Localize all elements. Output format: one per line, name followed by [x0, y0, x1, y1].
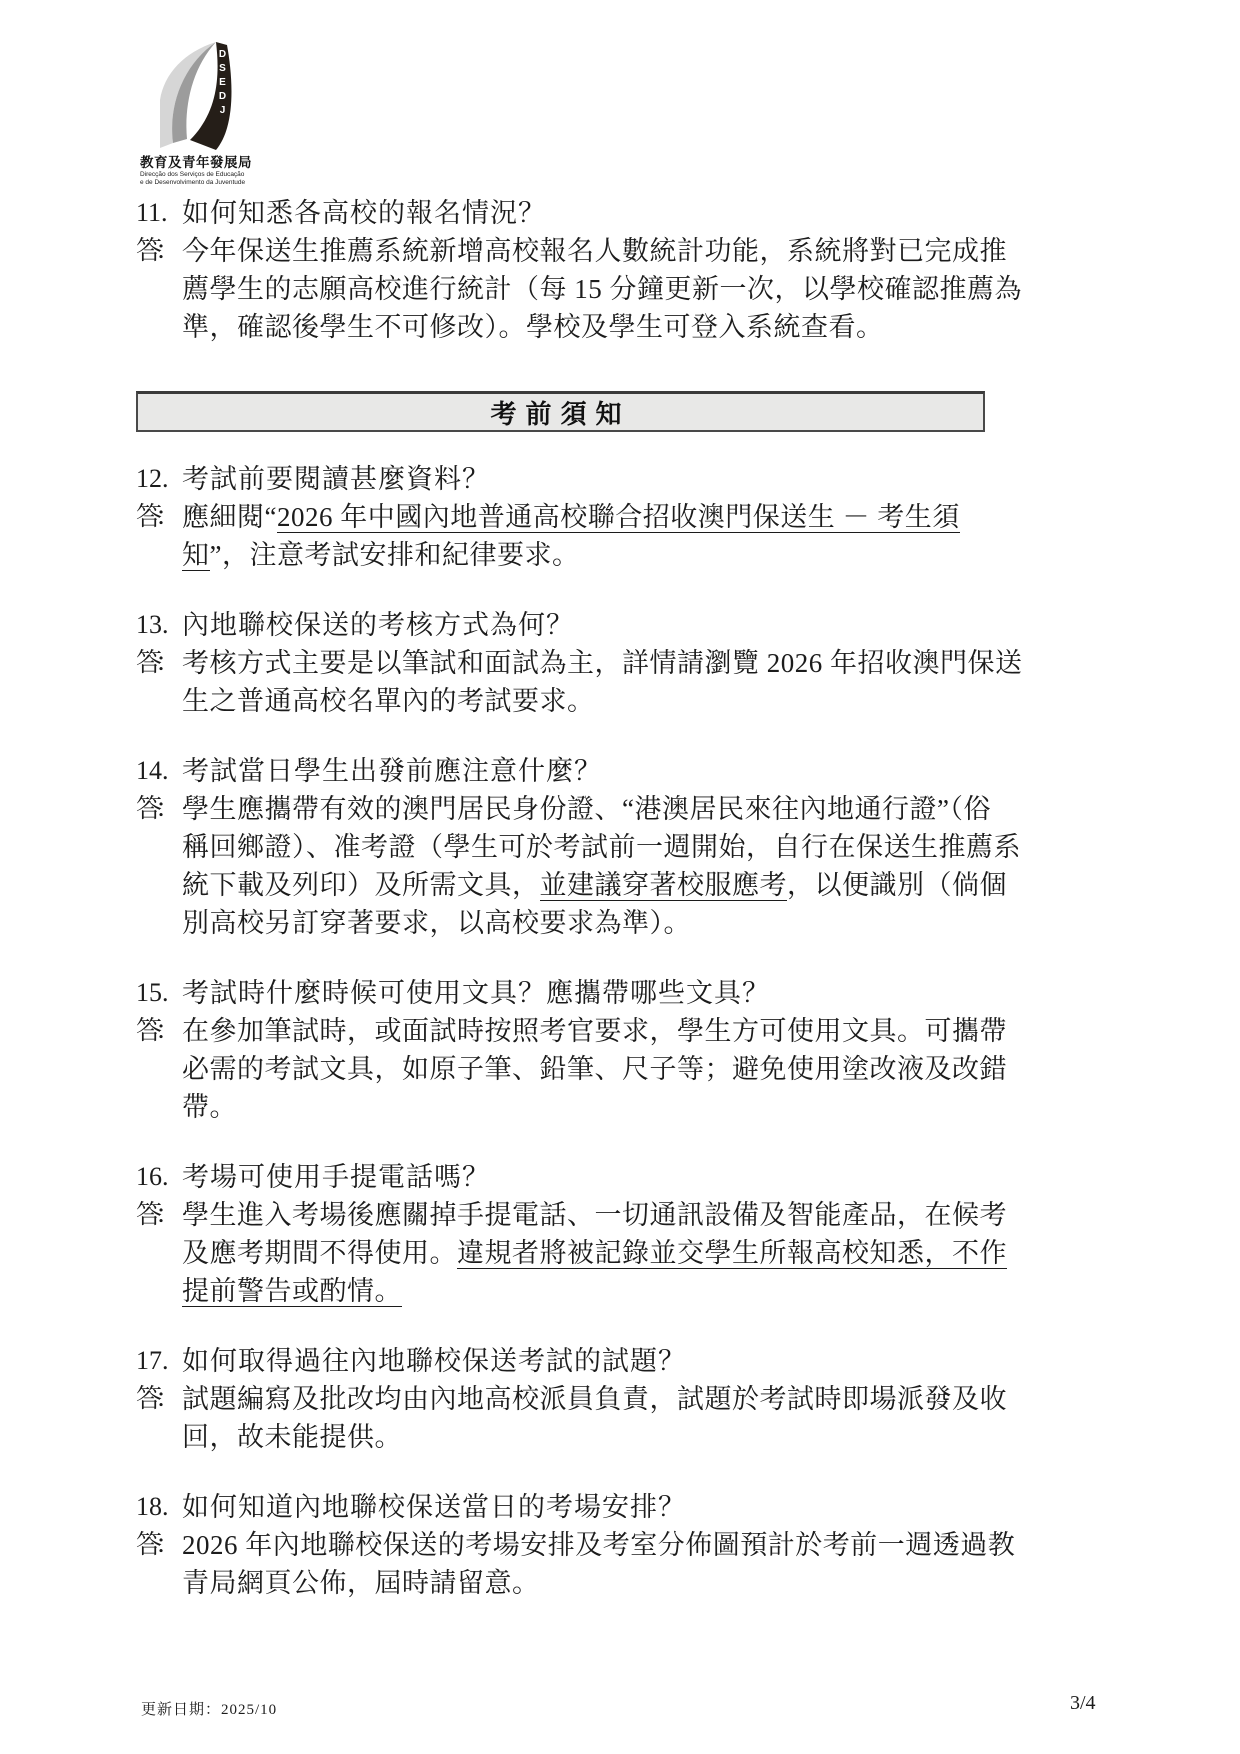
answer-lines — [182, 232, 1102, 346]
answer-line — [182, 1196, 1102, 1234]
underlined-text: 知 — [182, 540, 210, 570]
question-number: 18. — [136, 1492, 169, 1521]
question-number: 14. — [136, 756, 169, 785]
answer-line — [182, 1418, 1102, 1456]
answer-lines — [182, 1380, 1102, 1456]
answer-text-segment: 回，故未能提供。 — [182, 1422, 402, 1452]
answer-text-segment: 學生應攜帶有效的澳門居民身份證、“港澳居民來往內地通行證”（俗 — [182, 794, 991, 824]
answer-lines — [182, 1196, 1102, 1310]
answer-lines — [182, 1526, 1102, 1602]
answer-line — [182, 682, 1102, 720]
dsedj-logo-mark — [140, 40, 250, 150]
question-text: 考試前要閱讀甚麼資料？ — [182, 464, 490, 494]
answer-label: 答： — [136, 1016, 175, 1045]
answer-lines — [182, 498, 1102, 574]
answer-text-segment: 學生進入考場後應關掉手提電話、一切通訊設備及智能產品，在候考 — [182, 1200, 1007, 1230]
answer-text-segment: 帶。 — [182, 1092, 237, 1122]
answer-label: 答： — [136, 236, 175, 265]
answer-line — [182, 904, 1102, 942]
dsedj-logo — [140, 40, 290, 187]
answer-line — [182, 644, 1102, 682]
question-text: 內地聯校保送的考核方式為何？ — [182, 610, 574, 640]
question-number: 16. — [136, 1162, 169, 1191]
answer-lines — [182, 790, 1102, 942]
underlined-text: 2026 年中國內地普通高校聯合招收澳門保送生 － 考生須 — [276, 502, 960, 532]
org-name-chinese: 教育及青年發展局 — [140, 155, 252, 170]
answer-text-segment: 應細閱“ — [182, 502, 277, 532]
faq-list — [136, 194, 1102, 1634]
answer-line — [182, 308, 1102, 346]
answer-label: 答： — [136, 1530, 175, 1559]
org-name-portuguese-line1: Direcção dos Serviços de Educação — [140, 171, 245, 178]
section-header — [136, 391, 985, 432]
qa-item-13 — [136, 606, 1102, 720]
answer-line — [182, 866, 1102, 904]
qa-item-15 — [136, 974, 1102, 1126]
answer-line — [182, 536, 1102, 574]
question-text: 如何知悉各高校的報名情況？ — [182, 198, 546, 228]
qa-item-11 — [136, 194, 1102, 346]
question-text: 如何知道內地聯校保送當日的考場安排？ — [182, 1492, 686, 1522]
underlined-text: 提前警告或酌情。 — [182, 1276, 402, 1306]
qa-item-16 — [136, 1158, 1102, 1310]
answer-line — [182, 790, 1102, 828]
answer-line — [182, 232, 1102, 270]
section-title: 考前須知 — [490, 399, 631, 429]
question-text: 如何取得過往內地聯校保送考試的試題？ — [182, 1346, 686, 1376]
question-text: 考試時什麼時候可使用文具？應攜帶哪些文具？ — [182, 978, 770, 1008]
answer-line — [182, 270, 1102, 308]
answer-text-segment: 稱回鄉證）、准考證（學生可於考試前一週開始，自行在保送生推薦系 — [182, 832, 1021, 862]
question-number: 12. — [136, 464, 169, 493]
org-name-portuguese-line2: e de Desenvolvimento da Juventude — [140, 179, 246, 186]
answer-line — [182, 828, 1102, 866]
answer-lines — [182, 1012, 1102, 1126]
answer-line — [182, 1050, 1102, 1088]
answer-line — [182, 1272, 1102, 1310]
answer-label: 答： — [136, 1384, 175, 1413]
answer-label: 答： — [136, 502, 175, 531]
answer-text-segment: 今年保送生推薦系統新增高校報名人數統計功能，系統將對已完成推 — [182, 236, 1007, 266]
page-number: 3/4 — [1070, 1692, 1096, 1714]
question-number: 15. — [136, 978, 169, 1007]
question-number: 17. — [136, 1346, 169, 1375]
answer-line — [182, 1088, 1102, 1126]
answer-text-segment: 試題編寫及批改均由內地高校派員負責，試題於考試時即場派發及收 — [182, 1384, 1007, 1414]
answer-text-segment: 統下載及列印）及所需文具， — [182, 870, 540, 900]
answer-text-segment: 考核方式主要是以筆試和面試為主，詳情請瀏覽 2026 年招收澳門保送 — [182, 648, 1023, 678]
answer-line — [182, 1012, 1102, 1050]
answer-text-segment: 青局網頁公佈，屆時請留意。 — [182, 1568, 540, 1598]
answer-line — [182, 1234, 1102, 1272]
answer-text-segment: 準，確認後學生不可修改）。學校及學生可登入系統查看。 — [182, 312, 884, 342]
answer-text-segment: 別高校另訂穿著要求，以高校要求為準）。 — [182, 908, 691, 938]
underlined-text: 並建議穿著校服應考 — [539, 870, 787, 900]
answer-lines — [182, 644, 1102, 720]
answer-text-segment: 在參加筆試時，或面試時按照考官要求，學生方可使用文具。可攜帶 — [182, 1016, 1007, 1046]
question-text: 考試當日學生出發前應注意什麼？ — [182, 756, 602, 786]
answer-label: 答： — [136, 648, 175, 677]
answer-line — [182, 1526, 1102, 1564]
answer-text-segment: 必需的考試文具，如原子筆、鉛筆、尺子等；避免使用塗改液及改錯 — [182, 1054, 1007, 1084]
answer-text-segment: ，以便識別（倘個 — [787, 870, 1007, 900]
qa-item-12 — [136, 460, 1102, 574]
answer-text-segment: ”，注意考試安排和紀律要求。 — [209, 540, 580, 570]
question-text: 考場可使用手提電話嗎？ — [182, 1162, 490, 1192]
dsedj-acronym: DSEDJ — [217, 49, 228, 119]
answer-label: 答： — [136, 794, 175, 823]
qa-item-14 — [136, 752, 1102, 942]
answer-text-segment: 及應考期間不得使用。 — [182, 1238, 457, 1268]
answer-line — [182, 1564, 1102, 1602]
logo-swoosh-graphic — [140, 40, 250, 150]
answer-text-segment: 2026 年內地聯校保送的考場安排及考室分佈圖預計於考前一週透過教 — [182, 1530, 1016, 1560]
answer-label: 答： — [136, 1200, 175, 1229]
answer-line — [182, 498, 1102, 536]
question-number: 13. — [136, 610, 169, 639]
answer-text-segment: 薦學生的志願高校進行統計（每 15 分鐘更新一次，以學校確認推薦為 — [182, 274, 1022, 304]
qa-item-17 — [136, 1342, 1102, 1456]
underlined-text: 違規者將被記錄並交學生所報高校知悉，不作 — [457, 1238, 1007, 1268]
update-date: 更新日期：2025/10 — [141, 1702, 278, 1718]
answer-text-segment: 生之普通高校名單內的考試要求。 — [182, 686, 595, 716]
question-number: 11. — [136, 198, 168, 227]
qa-item-18 — [136, 1488, 1102, 1602]
answer-line — [182, 1380, 1102, 1418]
